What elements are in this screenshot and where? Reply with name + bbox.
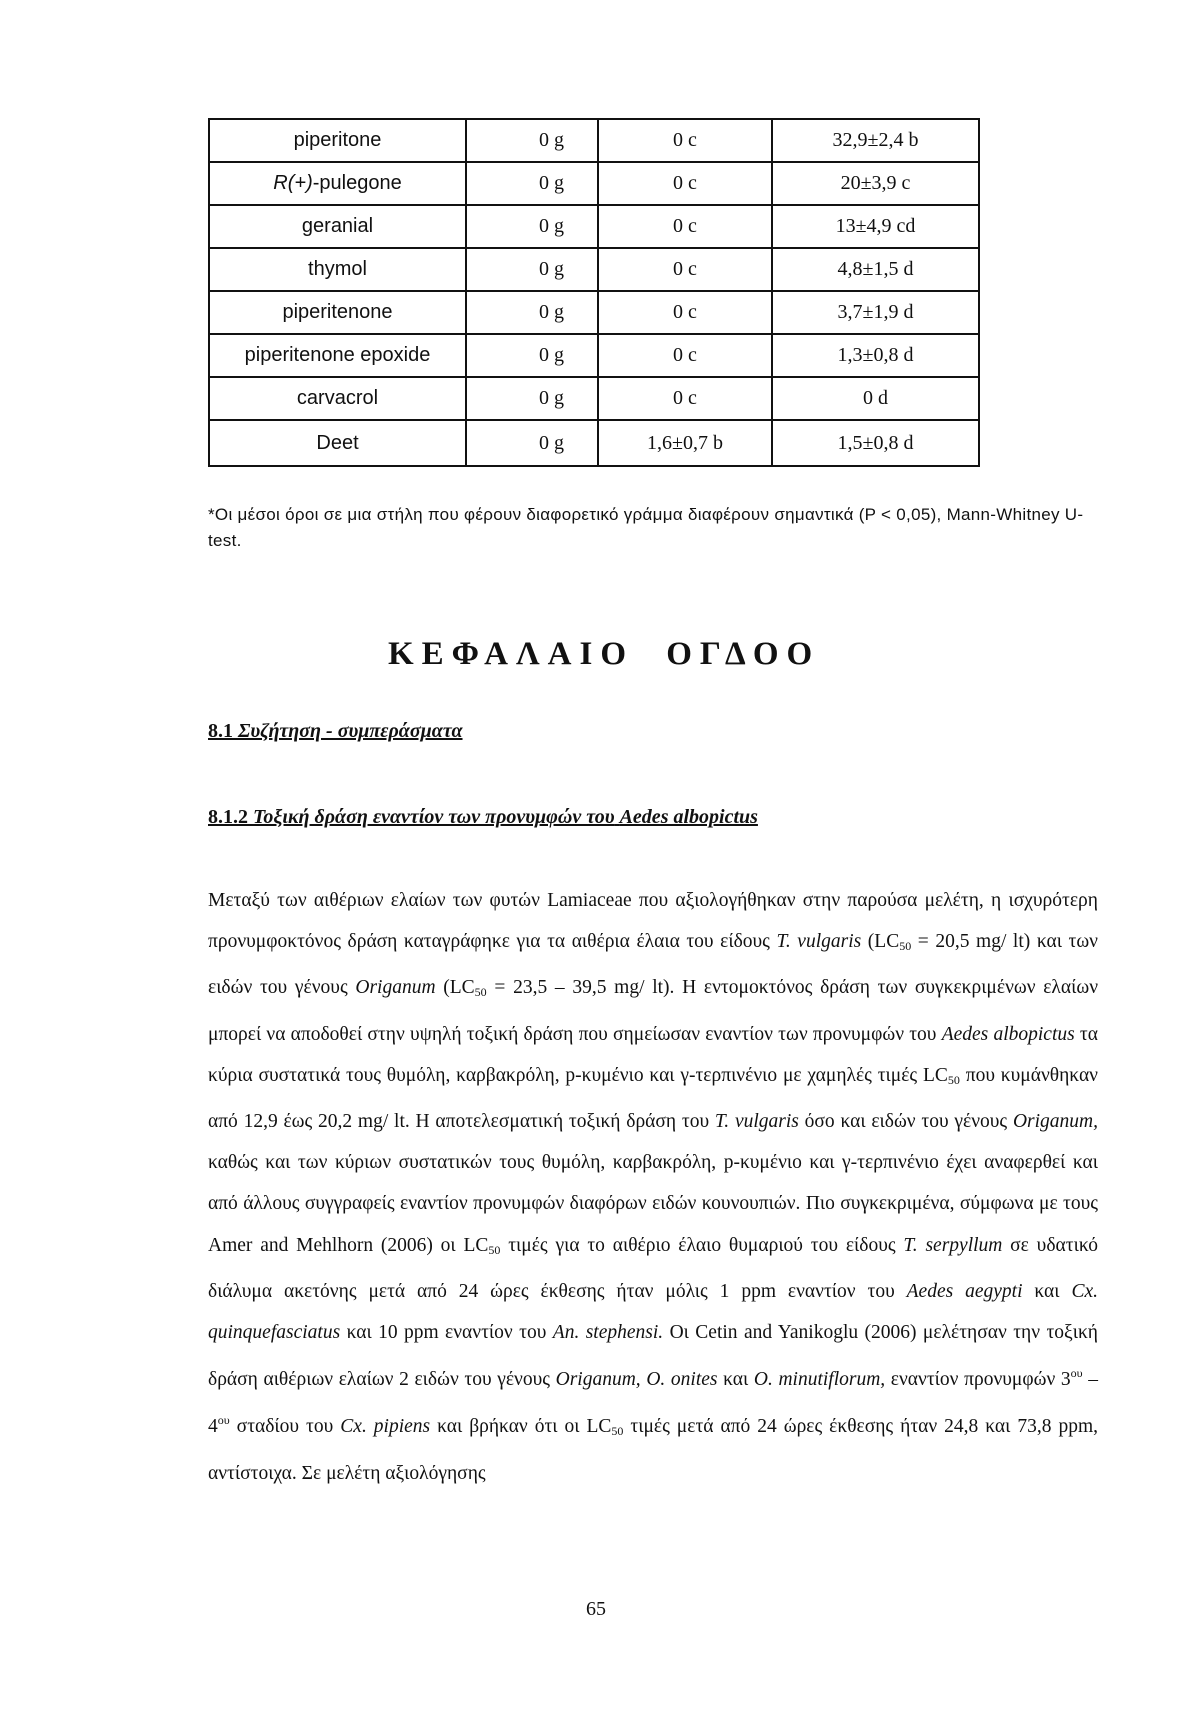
value-cell-col1: 0 g	[466, 334, 598, 377]
value-cell-col1: 0 g	[466, 119, 598, 162]
compound-name: piperitone	[293, 129, 382, 151]
value-cell-col3: 1,3±0,8 d	[772, 334, 979, 377]
value-cell-col1: 0 g	[466, 377, 598, 420]
table-row	[209, 420, 979, 466]
compound-cell	[209, 162, 466, 205]
value-cell-col3: 4,8±1,5 d	[772, 248, 979, 291]
compound-name: carvacrol	[296, 387, 379, 409]
section-title: Συζήτηση - συμπεράσματα	[238, 720, 463, 742]
value-cell-col3: 1,5±0,8 d	[772, 420, 979, 466]
page-number: 65	[586, 1598, 606, 1620]
compound-cell	[209, 205, 466, 248]
value-cell-col2: 0 c	[598, 334, 772, 377]
table-footnote: *Οι μέσοι όροι σε μια στήλη που φέρουν διαφορετικό γράμμα διαφέρουν σημαντικά (P < 0,05), Mann-Whitney U-test.	[208, 505, 1084, 550]
section-heading	[208, 720, 463, 743]
subsection-number: 8.1.2	[208, 806, 248, 828]
value-cell-col2: 1,6±0,7 b	[598, 420, 772, 466]
compound-prefix: R(+)	[273, 172, 313, 194]
compound-name: piperitenone epoxide	[244, 344, 431, 366]
body-paragraph: Μεταξύ των αιθέριων ελαίων των φυτών Lamiaceae που αξιολογήθηκαν στην παρούσα μελέτη, η ισχυρότερη προνυμφοκτόνος δράση καταγράφηκε για τα αιθέρια έλαια του είδους T. vulgaris ($LC_{50} = 20,5$ mg/ lt) και των ειδών του γένους Origanum ($LC_{50} = 23,5 - 39,5$ mg/ lt). Η εντομοκτόνος δράση των συγκεκριμένων ελαίων μπορεί να αποδοθεί στην υψηλή τοξική δράση που σημείωσαν εναντίον των προνυμφών του Aedes albopictus τα κύρια συστατικά τους θυμόλη, καρβακρόλη, p-κυμένιο και γ-τερπινένιο με χαμηλές τιμές $LC_{50}$ που κυμάνθηκαν από 12,9 έως 20,2 mg/ lt. Η αποτελεσματική τοξική δράση του T. vulgaris όσο και ειδών του γένους Origanum, καθώς και των κύριων συστατικών τους θυμόλη, καρβακρόλη, p-κυμένιο και γ-τερπινένιο έχει αναφερθεί και από άλλους συγγραφείς εναντίον προνυμφών διαφόρων ειδών κουνουπιών. Πιο συγκεκριμένα, σύμφωνα με τους Amer and Mehlhorn (2006) οι $LC_{50}$ τιμές για το αιθέριο έλαιο θυμαριού του είδους T. serpyllum σε υδατικό διάλυμα ακετόνης μετά από 24 ώρες έκθεσης ήταν μόλις 1 ppm εναντίον του Aedes aegypti και Cx. quinquefasciatus και 10 ppm εναντίον του An. stephensi. Οι Cetin and Yanikoglu (2006) μελέτησαν την τοξική δράση αιθέριων ελαίων 2 ειδών του γένους Origanum, O. onites και O. minutiflorum, εναντίον προνυμφών $3^{o\upsilon} - 4^{o\upsilon}$ σταδίου του Cx. pipiens και βρήκαν ότι οι $LC_{50}$ τιμές μετά από 24 ώρες έκθεσης ήταν 24,8 και 73,8 ppm, αντίστοιχα. Σε μελέτη αξιολόγησης	[208, 890, 1099, 1484]
value-cell-col1: 0 g	[466, 205, 598, 248]
compound-name: geranial	[301, 215, 374, 237]
chapter-title: ΚΕΦΑΛΑΙΟ ΟΓΔΟΟ	[388, 636, 821, 672]
compound-cell	[209, 291, 466, 334]
value-cell-col2: 0 c	[598, 377, 772, 420]
table-row	[209, 119, 979, 162]
table-row	[209, 377, 979, 420]
compound-name: -pulegone	[312, 172, 402, 194]
results-table	[208, 118, 980, 467]
value-cell-col2: 0 c	[598, 248, 772, 291]
compound-cell	[209, 248, 466, 291]
value-cell-col2: 0 c	[598, 205, 772, 248]
value-cell-col2: 0 c	[598, 162, 772, 205]
compound-name: piperitenone	[282, 301, 393, 323]
value-cell-col3: 20±3,9 c	[772, 162, 979, 205]
value-cell-col1: 0 g	[466, 162, 598, 205]
table-row	[209, 334, 979, 377]
table-row	[209, 205, 979, 248]
compound-cell	[209, 377, 466, 420]
table-row	[209, 291, 979, 334]
compound-cell	[209, 119, 466, 162]
compound-cell	[209, 420, 466, 466]
value-cell-col2: 0 c	[598, 291, 772, 334]
value-cell-col3: 13±4,9 cd	[772, 205, 979, 248]
subsection-heading	[208, 806, 758, 829]
compound-name: Deet	[316, 431, 359, 454]
value-cell-col2: 0 c	[598, 119, 772, 162]
section-number: 8.1	[208, 720, 233, 742]
subsection-species: Aedes albopictus	[619, 806, 758, 828]
compound-cell	[209, 334, 466, 377]
value-cell-col1: 0 g	[466, 420, 598, 466]
table-row	[209, 248, 979, 291]
table-row	[209, 162, 979, 205]
value-cell-col3: 0 d	[772, 377, 979, 420]
value-cell-col1: 0 g	[466, 248, 598, 291]
value-cell-col3: 3,7±1,9 d	[772, 291, 979, 334]
subsection-title: Τοξική δράση εναντίον των προνυμφών του	[253, 806, 615, 828]
value-cell-col1: 0 g	[466, 291, 598, 334]
value-cell-col3: 32,9±2,4 b	[772, 119, 979, 162]
compound-name: thymol	[308, 258, 367, 280]
